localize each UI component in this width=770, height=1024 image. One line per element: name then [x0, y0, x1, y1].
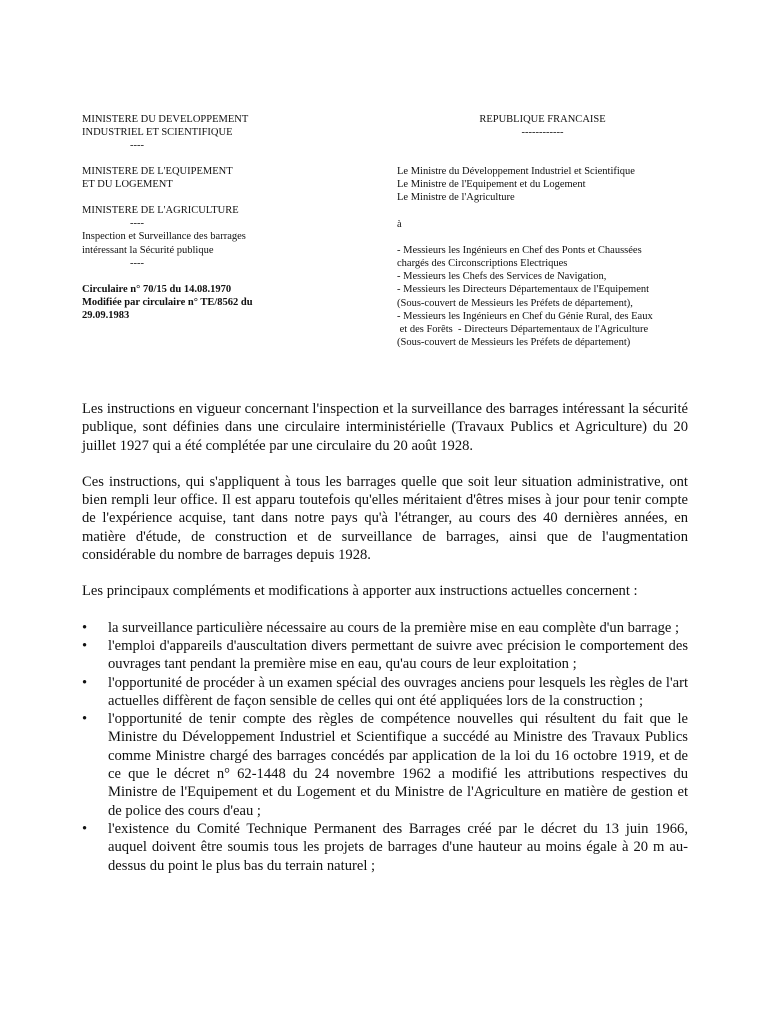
list-item — [82, 619, 688, 637]
paragraph-context: Ces instructions, qui s'appliquent à tous les barrages quelle que soit leur situation administrative, ont bien rempli leur office. Il est apparu toutefois qu'elles méritaient d'êtres mises à jour pour tenir compte de l'expérience acquise, tant dans notre pays qu'à l'étranger, au cours des 40 dernières années, en matière d'étude, de construction et de surveillance de barrages, ainsi que de l'augmentation considérable du nombre de barrages depuis 1928. — [82, 473, 688, 564]
list-item-text: l'emploi d'appareils d'auscultation divers permettant de suivre avec précision le comportement des ouvrages tant pendant la première mise en eau, qu'au cours de leur exploitation ; — [108, 637, 688, 673]
separator: ---- — [130, 257, 144, 269]
republic-rule: ------------ — [521, 127, 564, 139]
bullet-icon: • — [82, 711, 88, 728]
recipient-line: - Messieurs les Chefs des Services de Navigation, — [397, 271, 607, 283]
recipient-line: - Messieurs les Ingénieurs en Chef des Ponts et Chaussées — [397, 244, 642, 256]
paragraph-list-lead: Les principaux compléments et modifications à apporter aux instructions actuelles concernent : — [82, 583, 638, 600]
ministry-line: MINISTERE DE L'EQUIPEMENT — [82, 165, 233, 177]
sender-line: Le Ministre de l'Agriculture — [397, 192, 515, 204]
bullet-icon: • — [82, 674, 88, 691]
subject-line: intéressant la Sécurité publique — [82, 244, 214, 256]
bullet-icon: • — [82, 637, 88, 654]
list-item — [82, 820, 688, 875]
ministry-line: MINISTERE DE L'AGRICULTURE — [82, 205, 239, 217]
circular-reference: Modifiée par circulaire n° TE/8562 du — [82, 297, 253, 309]
paragraph-intro: Les instructions en vigueur concernant l'inspection et la surveillance des barrages intéressant la sécurité publique, sont définies dans une circulaire interministérielle (Travaux Publics et Agriculture) du 20 juillet 1927 qui a été complétée par une circulaire du 20 août 1928. — [82, 401, 688, 454]
recipient-line: et des Forêts - Directeurs Départementaux de l'Agriculture — [397, 324, 649, 336]
separator: ---- — [130, 140, 144, 152]
document-body — [82, 400, 688, 875]
ministry-line: INDUSTRIEL ET SCIENTIFIQUE — [82, 127, 233, 139]
circular-reference: Circulaire n° 70/15 du 14.08.1970 — [82, 284, 232, 296]
circular-reference: 29.09.1983 — [82, 310, 130, 322]
republic-title: REPUBLIQUE FRANCAISE — [479, 114, 606, 125]
list-item — [82, 710, 688, 820]
republic-heading — [460, 113, 625, 139]
recipient-line: (Sous-couvert de Messieurs les Préfets de département) — [397, 337, 631, 349]
bullet-icon: • — [82, 619, 88, 636]
left-header — [82, 113, 312, 323]
list-item-text: l'opportunité de procéder à un examen spécial des ouvrages anciens pour lesquels les règles de l'art actuelles diffèrent de façon sensible de celles qui ont été appliquées lors de la construction ; — [108, 674, 688, 709]
recipient-line: - Messieurs les Directeurs Départementaux de l'Equipement — [397, 284, 650, 296]
subject-line: Inspection et Surveillance des barrages — [82, 231, 246, 243]
list-item-text: la surveillance particulière nécessaire au cours de la première mise en eau complète d'un barrage ; — [108, 619, 680, 636]
addressee-prefix: à — [397, 218, 402, 230]
recipient-line: - Messieurs les Ingénieurs en Chef du Génie Rural, des Eaux — [397, 310, 653, 322]
list-item — [82, 637, 688, 674]
separator: ---- — [130, 218, 144, 230]
ministry-line: ET DU LOGEMENT — [82, 178, 173, 190]
ministry-line: MINISTERE DU DEVELOPPEMENT — [82, 114, 249, 125]
list-item-text: l'opportunité de tenir compte des règles de compétence nouvelles qui résultent du fait que le Ministre du Développement Industriel et Scientifique a succédé au Ministre des Travaux Publics comme Ministre chargé des barrages concédés par application de la loi du 16 octobre 1919, et de ce que le décret n° 62-1448 du 24 novembre 1962 a modifié les attributions respectives du Ministre de l'Equipement et du Logement et du Ministre de l'Agriculture en matière de gestion et de police des cours d'eau ; — [108, 711, 688, 819]
list-item-text: l'existence du Comité Technique Permanent des Barrages créé par le décret du 13 juin 1966, auquel doivent être soumis tous les projets de barrages d'une hauteur au moins égale à 20 m au-dessus du point le plus bas du terrain naturel ; — [108, 820, 688, 874]
senders-block — [397, 165, 697, 349]
sender-line: Le Ministre de l'Equipement et du Logement — [397, 179, 586, 191]
sender-line: Le Ministre du Développement Industriel et Scientifique — [397, 166, 635, 177]
modifications-list — [82, 619, 688, 875]
recipient-line: chargés des Circonscriptions Electriques — [397, 258, 568, 270]
list-item — [82, 674, 688, 711]
bullet-icon: • — [82, 820, 88, 837]
recipient-line: (Sous-couvert de Messieurs les Préfets de département), — [397, 297, 633, 309]
